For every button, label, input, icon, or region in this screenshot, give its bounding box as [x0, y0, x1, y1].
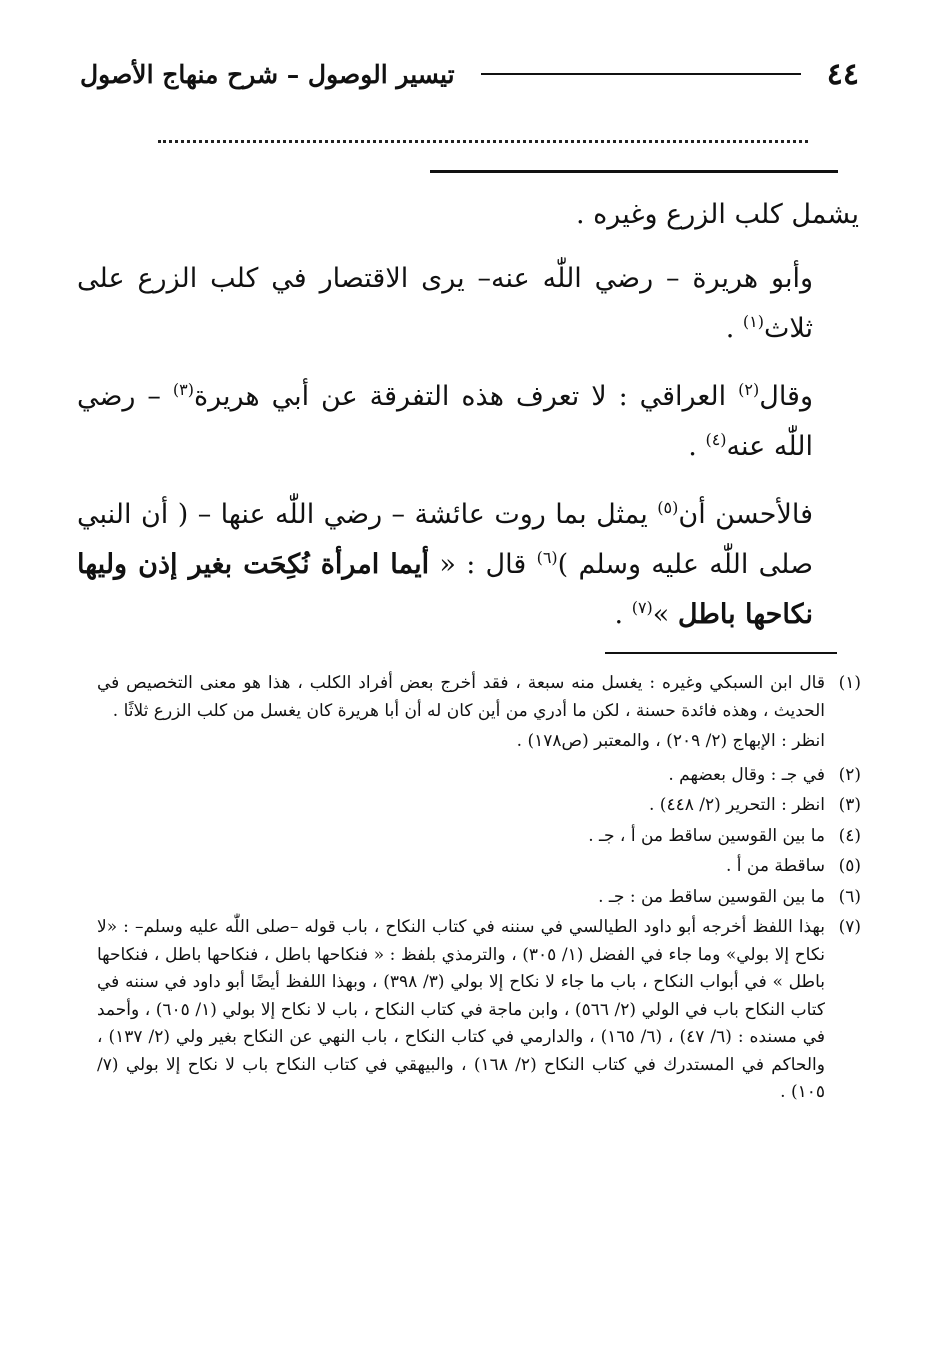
paragraph-2-end: .	[725, 313, 743, 344]
paragraph-2-text: وأبو هريرة – رضي اللّٰه عنه– يرى الاقتصار في كلب الزرع على ثلاث	[77, 263, 813, 344]
footnote-7	[97, 914, 861, 1107]
footnote-number: (١)	[838, 673, 861, 693]
footnote-text: بهذا اللفظ أخرجه أبو داود الطيالسي في سننه في كتاب النكاح ، باب قوله –صلى اللّٰه عليه وسلم– : «لا نكاح إلا بولي» وما جاء في الفضل (١/ ٣٠٥) ، والترمذي بلفظ : « فنكاحها باطل ، فنكاحها باطل ، فنكاحها باطل » في أبواب النكاح ، باب ما جاء لا نكاح إلا بولي (٣/ ٣٩٨) ، وبهذا اللفظ أيضًا أبو داود في سننه في كتاب النكاح باب في الولي (٢/ ٥٦٦) ، وابن ماجة في كتاب النكاح ، باب لا نكاح إلا بولي (١/ ٦٠٥) ، وأحمد في مسنده : (٦/ ٤٧) ، (٦/ ١٦٥) ، والدارمي في كتاب النكاح ، باب النهي عن النكاح بغير ولي (٢/ ١٣٧) ، والحاكم في المستدرك في كتاب النكاح (٢/ ١٦٨) ، والبيهقي في كتاب النكاح باب لا نكاح إلا بولي (٧/ ١٠٥) .	[97, 917, 826, 1102]
paragraph-1	[77, 190, 859, 240]
footnote-ref-7[interactable]: (٧)	[631, 598, 653, 617]
footnote-number: (٤)	[838, 825, 861, 846]
footnote-number: (٦)	[838, 886, 861, 907]
running-title: تيسير الوصول – شرح منهاج الأصول	[80, 59, 455, 89]
footnote-ref-2[interactable]: (٢)	[738, 380, 760, 399]
footnote-3	[97, 792, 861, 820]
paragraph-1-text: يشمل كلب الزرع وغيره .	[576, 199, 859, 230]
paragraph-4-text-a: فالأحسن أن	[678, 499, 813, 530]
paragraph-3-text-b: العراقي : لا تعرف هذه التفرقة عن أبي هريرة	[193, 381, 739, 412]
paragraph-3	[77, 372, 859, 472]
page-number: ٤٤	[826, 56, 859, 92]
paragraph-3-text-a: وقال	[759, 381, 813, 412]
footnote-ref-3[interactable]: (٣)	[172, 380, 194, 399]
footnote-4	[97, 823, 861, 851]
hadith-quote: أيما امرأة نُكِحَت بغير إذن وليها نكاحها باطل	[77, 549, 813, 630]
paragraph-4-text-d: »	[652, 599, 678, 630]
footnote-1	[97, 670, 861, 725]
footnote-number: (٣)	[838, 795, 861, 815]
footnote-number: (٢)	[838, 764, 861, 785]
footnote-ref-4[interactable]: (٤)	[705, 430, 727, 449]
heavy-separator	[430, 170, 838, 173]
footnote-2	[97, 762, 861, 790]
footnote-number: (٧)	[838, 917, 861, 937]
paragraph-3-text-c: – رضي اللّٰه عنه	[77, 381, 813, 462]
footnote-ref-5[interactable]: (٥)	[657, 498, 679, 517]
footnote-separator	[605, 652, 837, 654]
footnote-text: ساقطة من أ .	[726, 856, 825, 876]
paragraph-2	[77, 254, 859, 354]
footnote-text: ما بين القوسين ساقط من : جـ .	[598, 886, 825, 907]
footnote-text: قال ابن السبكي وغيره : يغسل منه سبعة ، فقد أخرج بعض أفراد الكلب ، هذا هو معنى التخصيص في الحديث ، وهذه فائدة حسنة ، لكن ما أدري من أين كان له أن أبا هريرة كان يغسل من كلب الزرع ثلاثًا .	[97, 673, 825, 721]
page-header	[80, 52, 859, 96]
paragraph-4-text-b: يمثل بما روت عائشة – رضي اللّٰه عنها – ( أن النبي صلى اللّٰه عليه وسلم )	[77, 499, 814, 580]
footnote-6	[97, 884, 861, 912]
footnote-ref-6[interactable]: (٦)	[536, 548, 558, 567]
paragraph-4-end: .	[614, 599, 632, 630]
footnote-1-reference: انظر : الإبهاج (٢/ ٢٠٩) ، والمعتبر (ص١٧٨) .	[516, 731, 825, 751]
header-rule	[481, 73, 801, 75]
paragraph-4	[77, 490, 859, 640]
dotted-separator	[158, 140, 808, 143]
paragraph-3-end: .	[688, 431, 706, 462]
paragraph-4-text-c: قال : «	[429, 549, 537, 580]
main-text	[77, 190, 859, 658]
footnote-text: انظر : التحرير (٢/ ٤٤٨) .	[649, 795, 825, 815]
footnote-text: ما بين القوسين ساقط من أ ، جـ .	[588, 825, 825, 846]
footnote-5	[97, 853, 861, 881]
footnote-ref-1[interactable]: (١)	[742, 312, 764, 331]
footnote-number: (٥)	[838, 856, 861, 876]
footnotes	[97, 670, 861, 1110]
footnote-text: في جـ : وقال بعضهم .	[668, 764, 825, 785]
